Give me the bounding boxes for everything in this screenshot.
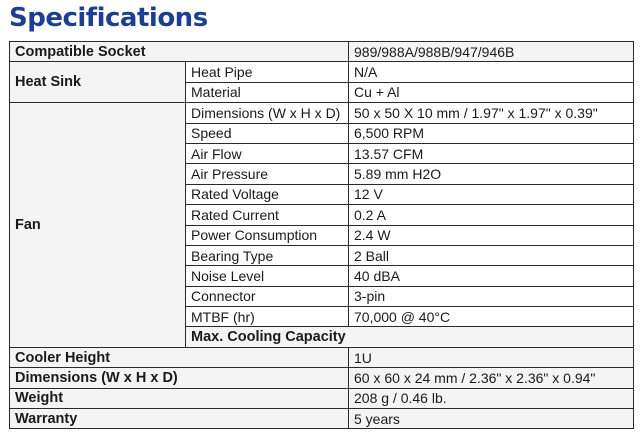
table-row — [10, 103, 634, 123]
sub-label-rated-current: Rated Current — [186, 205, 349, 225]
row-label-max-cooling-capacity: Max. Cooling Capacity — [186, 327, 634, 347]
sub-value-fan-dimensions: 50 x 50 X 10 mm / 1.97" x 1.97" x 0.39" — [349, 103, 634, 123]
sub-label-material: Material — [186, 82, 349, 102]
sub-label-connector: Connector — [186, 286, 349, 306]
sub-value-power-consumption: 2.4 W — [349, 225, 634, 245]
row-label-compatible-socket: Compatible Socket — [10, 42, 349, 62]
sub-label-speed: Speed — [186, 123, 349, 143]
sub-value-material: Cu + Al — [349, 82, 634, 102]
row-value-weight: 208 g / 0.46 lb. — [349, 388, 634, 408]
sub-value-mtbf: 70,000 @ 40°C — [349, 307, 634, 327]
row-value-cooler-height: 1U — [349, 347, 634, 367]
sub-value-connector: 3-pin — [349, 286, 634, 306]
row-label-weight: Weight — [10, 388, 349, 408]
page-title: Specifications — [9, 3, 208, 33]
sub-value-rated-voltage: 12 V — [349, 184, 634, 204]
sub-value-noise-level: 40 dBA — [349, 266, 634, 286]
row-label-heat-sink: Heat Sink — [10, 62, 186, 103]
sub-value-speed: 6,500 RPM — [349, 123, 634, 143]
table-row — [10, 409, 634, 429]
row-label-cooler-height: Cooler Height — [10, 347, 349, 367]
table-row — [10, 42, 634, 62]
row-value-warranty: 5 years — [349, 409, 634, 429]
sub-value-air-pressure: 5.89 mm H2O — [349, 164, 634, 184]
table-row — [10, 347, 634, 367]
sub-label-noise-level: Noise Level — [186, 266, 349, 286]
sub-value-bearing-type: 2 Ball — [349, 245, 634, 265]
sub-label-bearing-type: Bearing Type — [186, 245, 349, 265]
sub-label-rated-voltage: Rated Voltage — [186, 184, 349, 204]
row-label-dimensions: Dimensions (W x H x D) — [10, 368, 349, 388]
row-label-fan: Fan — [10, 103, 186, 348]
table-row — [10, 388, 634, 408]
row-value-compatible-socket: 989/988A/988B/947/946B — [349, 42, 634, 62]
sub-value-air-flow: 13.57 CFM — [349, 143, 634, 163]
sub-label-air-flow: Air Flow — [186, 143, 349, 163]
sub-label-air-pressure: Air Pressure — [186, 164, 349, 184]
sub-value-rated-current: 0.2 A — [349, 205, 634, 225]
sub-label-mtbf: MTBF (hr) — [186, 307, 349, 327]
table-row — [10, 62, 634, 82]
row-label-warranty: Warranty — [10, 409, 349, 429]
sub-label-power-consumption: Power Consumption — [186, 225, 349, 245]
specifications-table — [9, 41, 634, 429]
table-row — [10, 368, 634, 388]
sub-value-heat-pipe: N/A — [349, 62, 634, 82]
sub-label-fan-dimensions: Dimensions (W x H x D) — [186, 103, 349, 123]
sub-label-heat-pipe: Heat Pipe — [186, 62, 349, 82]
row-value-dimensions: 60 x 60 x 24 mm / 2.36" x 2.36" x 0.94" — [349, 368, 634, 388]
